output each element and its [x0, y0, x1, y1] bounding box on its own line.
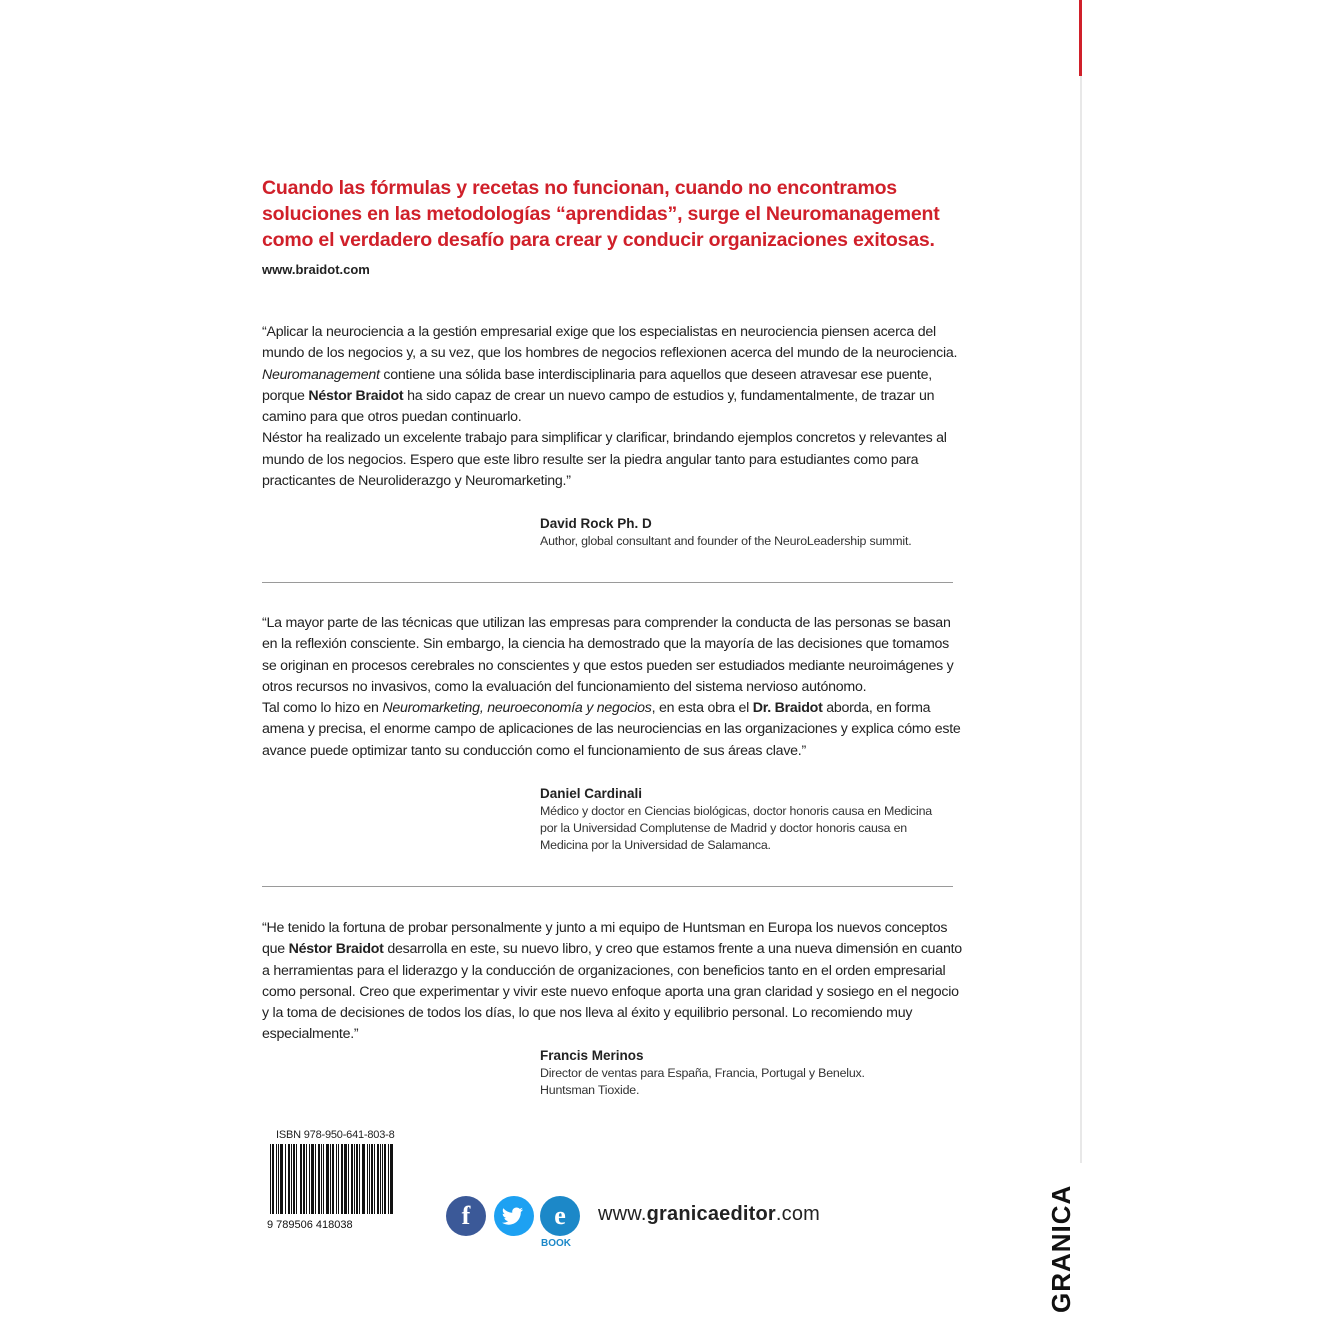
barcode-bar [380, 1144, 381, 1214]
barcode-bar [351, 1144, 352, 1214]
barcode-bar [392, 1144, 393, 1214]
barcode-bar [311, 1144, 312, 1214]
barcode-bar [276, 1144, 277, 1214]
barcode-bar [323, 1144, 324, 1214]
barcode-bar [272, 1144, 273, 1214]
barcode-bar [312, 1144, 313, 1214]
author-role-line: Médico y doctor en Ciencias biológicas, doctor honoris causa en Medicina [540, 804, 932, 818]
barcode-bar [374, 1144, 375, 1214]
isbn-label: ISBN 978-950-641-803-8 [276, 1129, 395, 1141]
barcode-bar [348, 1144, 349, 1214]
barcode-bar [328, 1144, 329, 1214]
author-david-rock [540, 514, 960, 550]
author-name: Francis Merinos [540, 1048, 644, 1063]
barcode-bar [362, 1144, 363, 1214]
ebook-label: BOOK [541, 1238, 571, 1249]
barcode-bar [359, 1144, 360, 1214]
barcode-bar [336, 1144, 337, 1214]
barcode-bar [332, 1144, 333, 1214]
divider [262, 582, 953, 583]
barcode-bar [273, 1144, 274, 1214]
barcode-bar [354, 1144, 355, 1214]
barcode-bar [341, 1144, 342, 1214]
barcode-digits: 9 789506 418038 [267, 1219, 353, 1230]
barcode-bar [326, 1144, 327, 1214]
barcode-bar [384, 1144, 385, 1214]
barcode-bar [346, 1144, 347, 1214]
spine-accent-bar [1079, 0, 1082, 76]
quote-david-rock: “Aplicar la neurociencia a la gestión empresarial exige que los especialistas en neurociencia piensen acerca del mundo de los negocios y, a su vez, que los hombres de negocios reflexionen acerca del mundo de la neurociencia. Neuromanagement contiene una sólida base interdisciplinaria para aquellos que deseen atravesar ese puente, porque Néstor Braidot ha sido capaz de crear un nuevo campo de estudios y, fundamentalmente, de trazar un camino para que otros puedan continuarlo. Néstor ha realizado un excelente trabajo para simplificar y clarificar, brindando ejemplos concretos y relevantes al mundo de los negocios. Espero que este libro resulte ser la piedra angular tanto para estudiantes como para practicantes de Neuroliderazgo y Neuromarketing.” [262, 324, 958, 490]
barcode-bar [293, 1144, 294, 1214]
author-name: David Rock Ph. D [540, 516, 652, 531]
barcode-bar [289, 1144, 290, 1214]
divider [262, 886, 953, 887]
barcode-bar [352, 1144, 353, 1214]
barcode-bar [330, 1144, 331, 1214]
barcode-bar [357, 1144, 358, 1214]
barcode-bar [313, 1144, 314, 1214]
twitter-icon[interactable] [494, 1196, 534, 1236]
barcode-bar [338, 1144, 339, 1214]
barcode-bar [303, 1144, 304, 1214]
barcode [266, 1144, 396, 1230]
barcode-bar [382, 1144, 383, 1214]
author-role-line: Huntsman Tioxide. [540, 1083, 640, 1097]
barcode-bar [367, 1144, 368, 1214]
barcode-bar [280, 1144, 281, 1214]
barcode-bar [345, 1144, 346, 1214]
quote-daniel-cardinali: “La mayor parte de las técnicas que utilizan las empresas para comprender la conducta de las personas se basan en la reflexión consciente. Sin embargo, la ciencia ha demostrado que la mayoría de las decisiones que tomamos se originan en procesos cerebrales no conscientes y que estos pueden ser estudiados mediante neuroimágenes y otros recursos no invasivos, como la evaluación del funcionamiento del sistema nervioso autónomo. Tal como lo hizo en Neuromarketing, neuroeconomía y negocios, en esta obra el Dr. Braidot aborda, en forma amena y precisa, el enorme campo de aplicaciones de las neurociencias en las organizaciones y explica cómo este avance puede optimizar tanto su conducción como el funcionamiento de sus áreas clave.” [262, 615, 961, 759]
barcode-bar [309, 1144, 310, 1214]
publisher-website[interactable]: www.granicaeditor.com [598, 1203, 821, 1225]
barcode-bar [315, 1144, 316, 1214]
author-website[interactable]: www.braidot.com [262, 262, 370, 277]
barcode-bar [301, 1144, 302, 1214]
facebook-icon[interactable]: f [446, 1196, 486, 1236]
barcode-bar [390, 1144, 391, 1214]
author-daniel-cardinali [540, 784, 960, 854]
author-name: Daniel Cardinali [540, 786, 643, 801]
barcode-bar [385, 1144, 386, 1214]
barcode-bar [285, 1144, 286, 1214]
barcode-bar [369, 1144, 370, 1214]
barcode-bar [377, 1144, 378, 1214]
barcode-bar [300, 1144, 301, 1214]
barcode-bar [306, 1144, 307, 1214]
author-role: Author, global consultant and founder of the NeuroLeadership summit. [540, 534, 912, 548]
barcode-bar [296, 1144, 297, 1214]
author-role-line: Director de ventas para España, Francia, Portugal y Benelux. [540, 1066, 865, 1080]
barcode-bar [319, 1144, 320, 1214]
ebook-icon[interactable]: e [540, 1196, 580, 1236]
quote-francis-merinos: “He tenido la fortuna de probar personalmente y junto a mi equipo de Huntsman en Europa los nuevos conceptos que Néstor Braidot desarrolla en este, su nuevo libro, y creo que estamos frente a una nueva dimensión en cuanto a herramientas para el liderazgo y la conducción de organizaciones, con beneficios tanto en el orden empresarial como personal. Creo que experimentar y vivir este nuevo enfoque aporta una gran claridad y sosiego en el negocio y la toma de decisiones de todos los días, lo que nos lleva al éxito y equilibrio personal. Lo recomiendo muy especialmente.” [262, 920, 962, 1043]
barcode-bar [344, 1144, 345, 1214]
barcode-bar [391, 1144, 392, 1214]
author-role-line: Medicina por la Universidad de Salamanca. [540, 838, 771, 852]
barcode-bar [270, 1144, 271, 1214]
barcode-bar [321, 1144, 322, 1214]
barcode-bar [318, 1144, 319, 1214]
barcode-bar [327, 1144, 328, 1214]
author-role-line: por la Universidad Complutense de Madrid y doctor honoris causa en [540, 821, 907, 835]
barcode-bar [281, 1144, 282, 1214]
barcode-bar [294, 1144, 295, 1214]
barcode-bar [372, 1144, 373, 1214]
barcode-bar [333, 1144, 334, 1214]
barcode-bar [363, 1144, 364, 1214]
barcode-bar [356, 1144, 357, 1214]
headline: Cuando las fórmulas y recetas no funcionan, cuando no encontramos soluciones en las metodologías “aprendidas”, surge el Neuromanagement como el verdadero desafío para crear y conducir organizaciones exitosas. [262, 177, 940, 251]
author-francis-merinos [540, 1046, 960, 1099]
barcode-bar [364, 1144, 365, 1214]
barcode-bar [371, 1144, 372, 1214]
barcode-bar [278, 1144, 279, 1214]
barcode-bar [378, 1144, 379, 1214]
barcode-bar [388, 1144, 389, 1214]
barcode-bar [282, 1144, 283, 1214]
barcode-bar [288, 1144, 289, 1214]
barcode-bar [342, 1144, 343, 1214]
barcode-bar [304, 1144, 305, 1214]
barcode-bar [291, 1144, 292, 1214]
spine-fold-line [1080, 0, 1082, 1163]
